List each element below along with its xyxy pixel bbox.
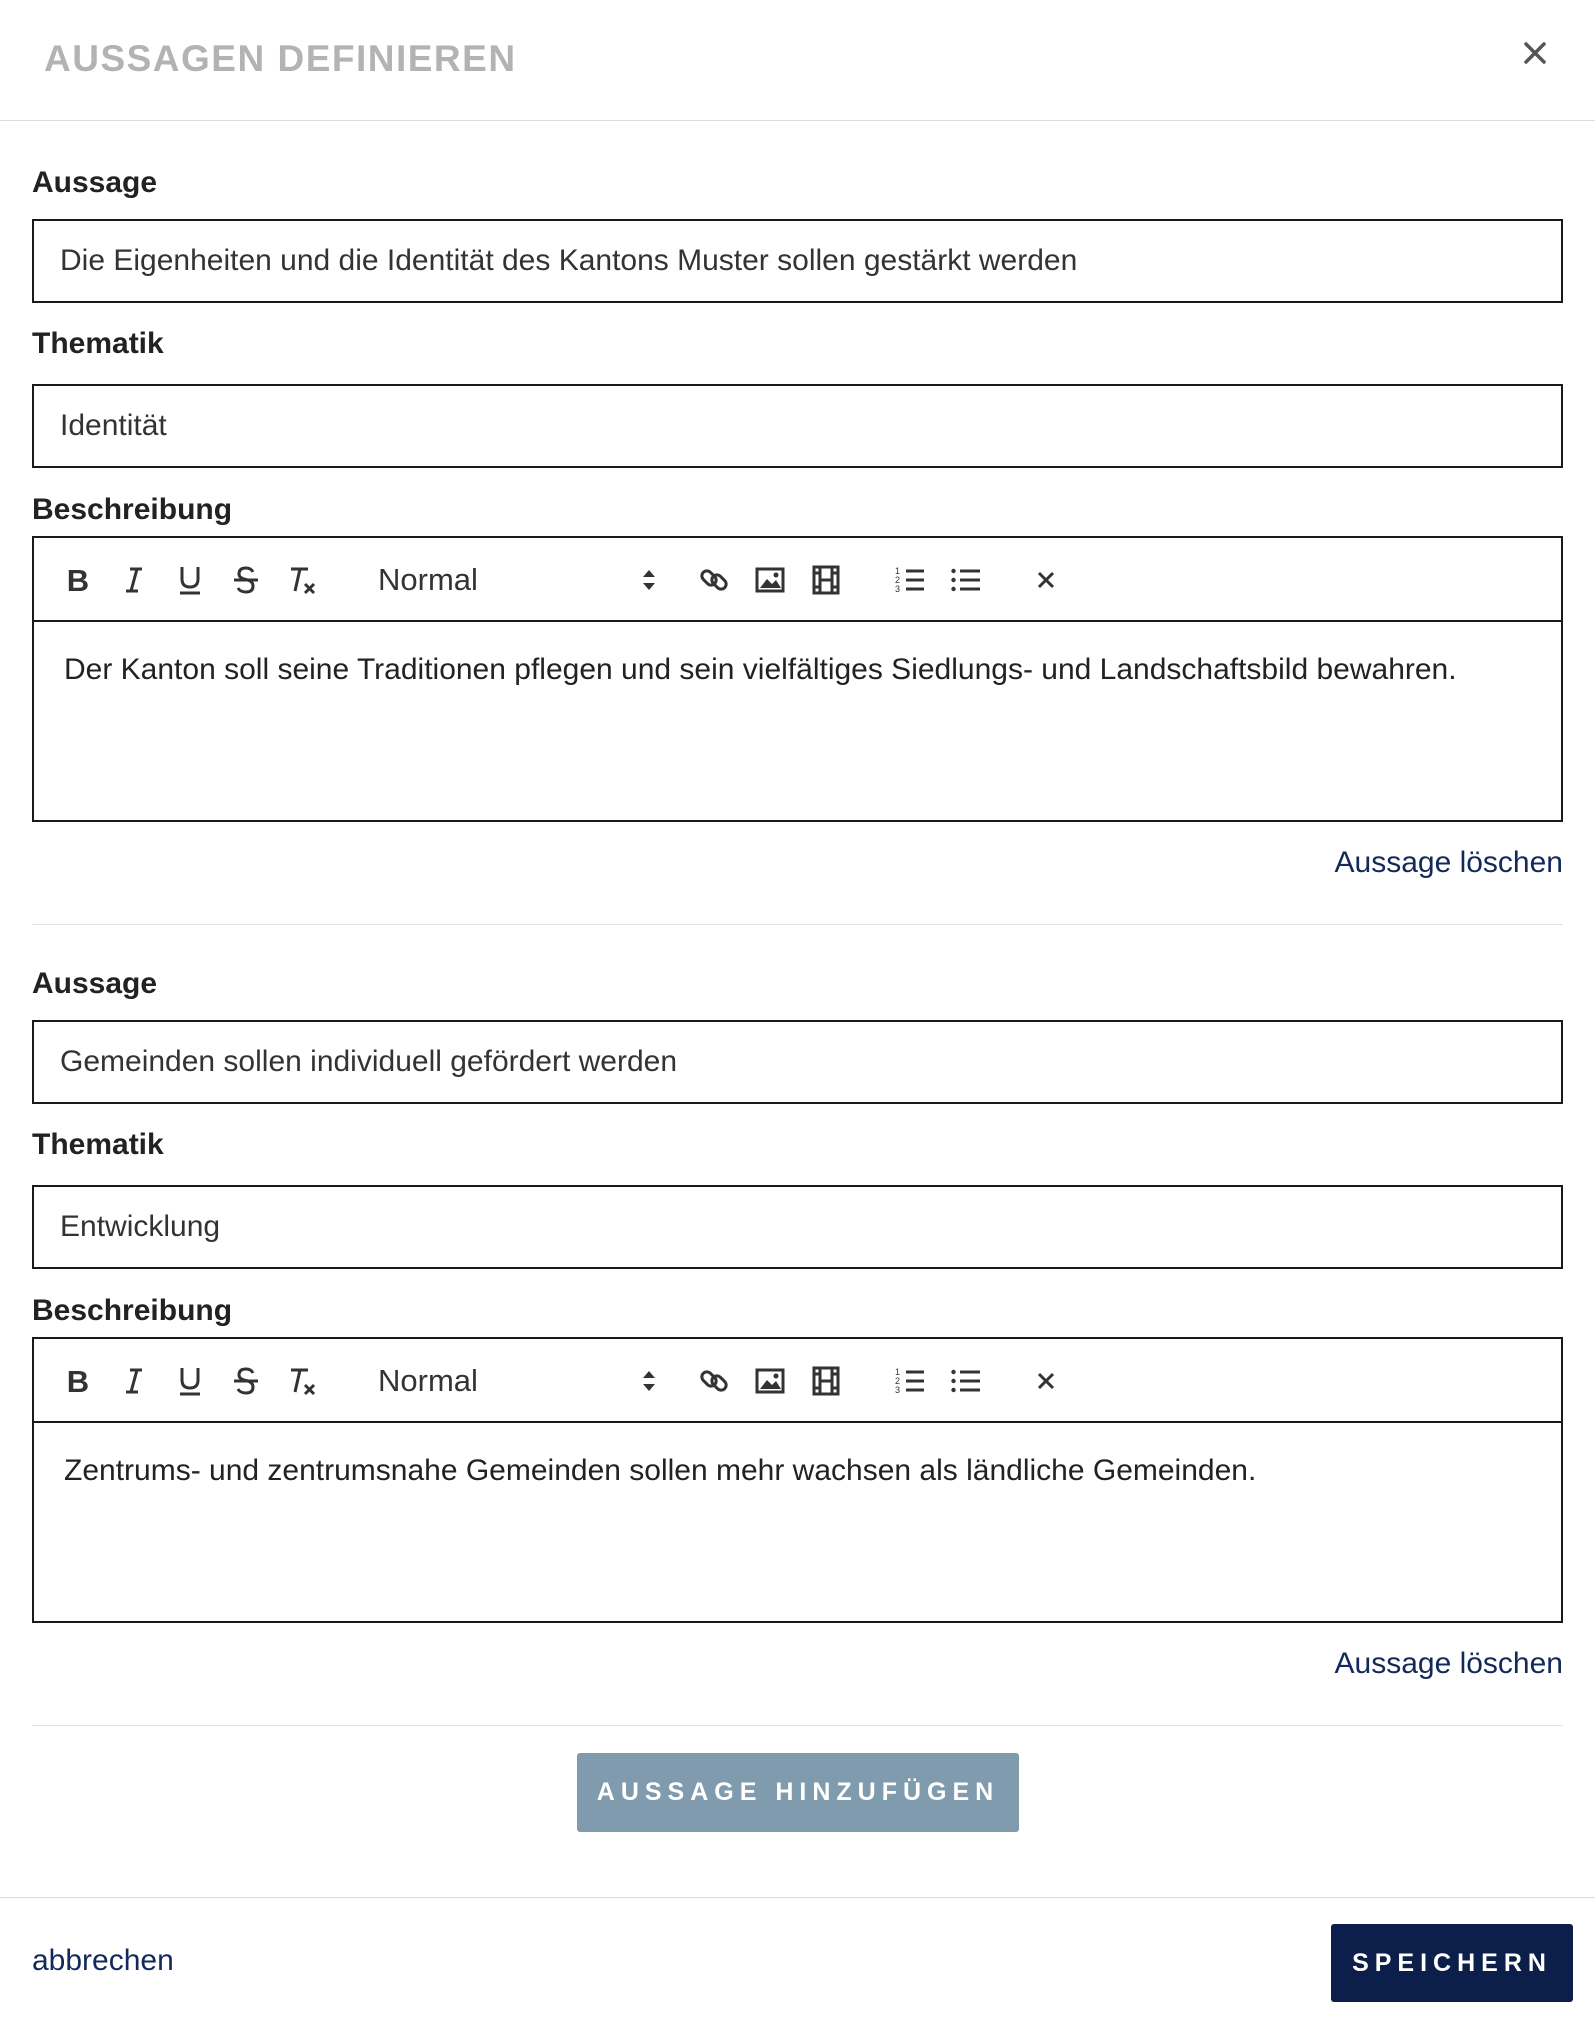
svg-text:B: B — [66, 564, 90, 596]
statements-container — [32, 121, 1563, 1726]
format-select-value: Normal — [378, 1363, 478, 1398]
clear-format-icon[interactable] — [286, 564, 318, 596]
svg-text:2: 2 — [895, 1376, 901, 1386]
add-statement-button[interactable]: AUSSAGE HINZUFÜGEN — [577, 1753, 1019, 1832]
editor-content[interactable]: Zentrums- und zentrumsnahe Gemeinden sollen mehr wachsen als ländliche Gemeinden. — [64, 1454, 1257, 1487]
save-button[interactable]: SPEICHERN — [1331, 1924, 1573, 2002]
svg-text:1: 1 — [895, 1367, 901, 1377]
video-icon[interactable] — [810, 564, 842, 596]
clear-format-icon[interactable] — [286, 1365, 318, 1397]
select-arrows-icon — [640, 1367, 658, 1395]
image-icon[interactable] — [754, 564, 786, 596]
link-icon[interactable] — [698, 1365, 730, 1397]
beschreibung-label: Beschreibung — [32, 493, 233, 526]
svg-text:B: B — [66, 1365, 90, 1397]
select-arrows-icon — [640, 566, 658, 594]
thematik-input[interactable]: Identität — [32, 384, 1563, 468]
editor-toolbar — [34, 538, 1561, 622]
close-icon[interactable] — [1030, 564, 1062, 596]
image-icon[interactable] — [754, 1365, 786, 1397]
italic-icon[interactable] — [118, 1365, 150, 1397]
close-icon[interactable] — [1520, 38, 1550, 68]
svg-text:3: 3 — [895, 584, 901, 594]
delete-statement-link[interactable]: Aussage löschen — [1334, 1647, 1563, 1680]
thematik-label: Thematik — [32, 1128, 164, 1161]
rich-text-editor — [32, 536, 1563, 822]
italic-icon[interactable] — [118, 564, 150, 596]
statement-block — [32, 925, 1563, 1726]
cancel-link[interactable]: abbrechen — [32, 1944, 174, 1977]
delete-statement-link[interactable]: Aussage löschen — [1334, 846, 1563, 879]
format-select[interactable] — [378, 1357, 658, 1405]
modal-header — [0, 0, 1595, 121]
ordered-list-icon[interactable] — [894, 564, 926, 596]
statement-block — [32, 121, 1563, 925]
bold-icon[interactable] — [62, 564, 94, 596]
editor-content[interactable]: Der Kanton soll seine Traditionen pflegen und sein vielfältiges Siedlungs- und Landschaftsbild bewahren. — [64, 653, 1457, 686]
thematik-label: Thematik — [32, 327, 164, 360]
svg-text:1: 1 — [895, 566, 901, 576]
aussage-label: Aussage — [32, 967, 158, 1000]
underline-icon[interactable] — [174, 1365, 206, 1397]
underline-icon[interactable] — [174, 564, 206, 596]
beschreibung-label: Beschreibung — [32, 1294, 233, 1327]
bullet-list-icon[interactable] — [950, 564, 982, 596]
bold-icon[interactable] — [62, 1365, 94, 1397]
ordered-list-icon[interactable] — [894, 1365, 926, 1397]
aussage-input[interactable]: Die Eigenheiten und die Identität des Kantons Muster sollen gestärkt werden — [32, 219, 1563, 303]
strikethrough-icon[interactable] — [230, 564, 262, 596]
svg-text:2: 2 — [895, 575, 901, 585]
delete-row — [32, 822, 1563, 925]
video-icon[interactable] — [810, 1365, 842, 1397]
thematik-input[interactable]: Entwicklung — [32, 1185, 1563, 1269]
aussage-label: Aussage — [32, 166, 158, 199]
modal-footer — [0, 1897, 1595, 2022]
editor-toolbar — [34, 1339, 1561, 1423]
close-icon[interactable] — [1030, 1365, 1062, 1397]
link-icon[interactable] — [698, 564, 730, 596]
strikethrough-icon[interactable] — [230, 1365, 262, 1397]
aussage-input[interactable]: Gemeinden sollen individuell gefördert werden — [32, 1020, 1563, 1104]
bullet-list-icon[interactable] — [950, 1365, 982, 1397]
delete-row — [32, 1623, 1563, 1726]
rich-text-editor — [32, 1337, 1563, 1623]
format-select[interactable] — [378, 556, 658, 604]
format-select-value: Normal — [378, 562, 478, 597]
svg-text:3: 3 — [895, 1385, 901, 1395]
modal-title: AUSSAGEN DEFINIEREN — [44, 38, 517, 79]
